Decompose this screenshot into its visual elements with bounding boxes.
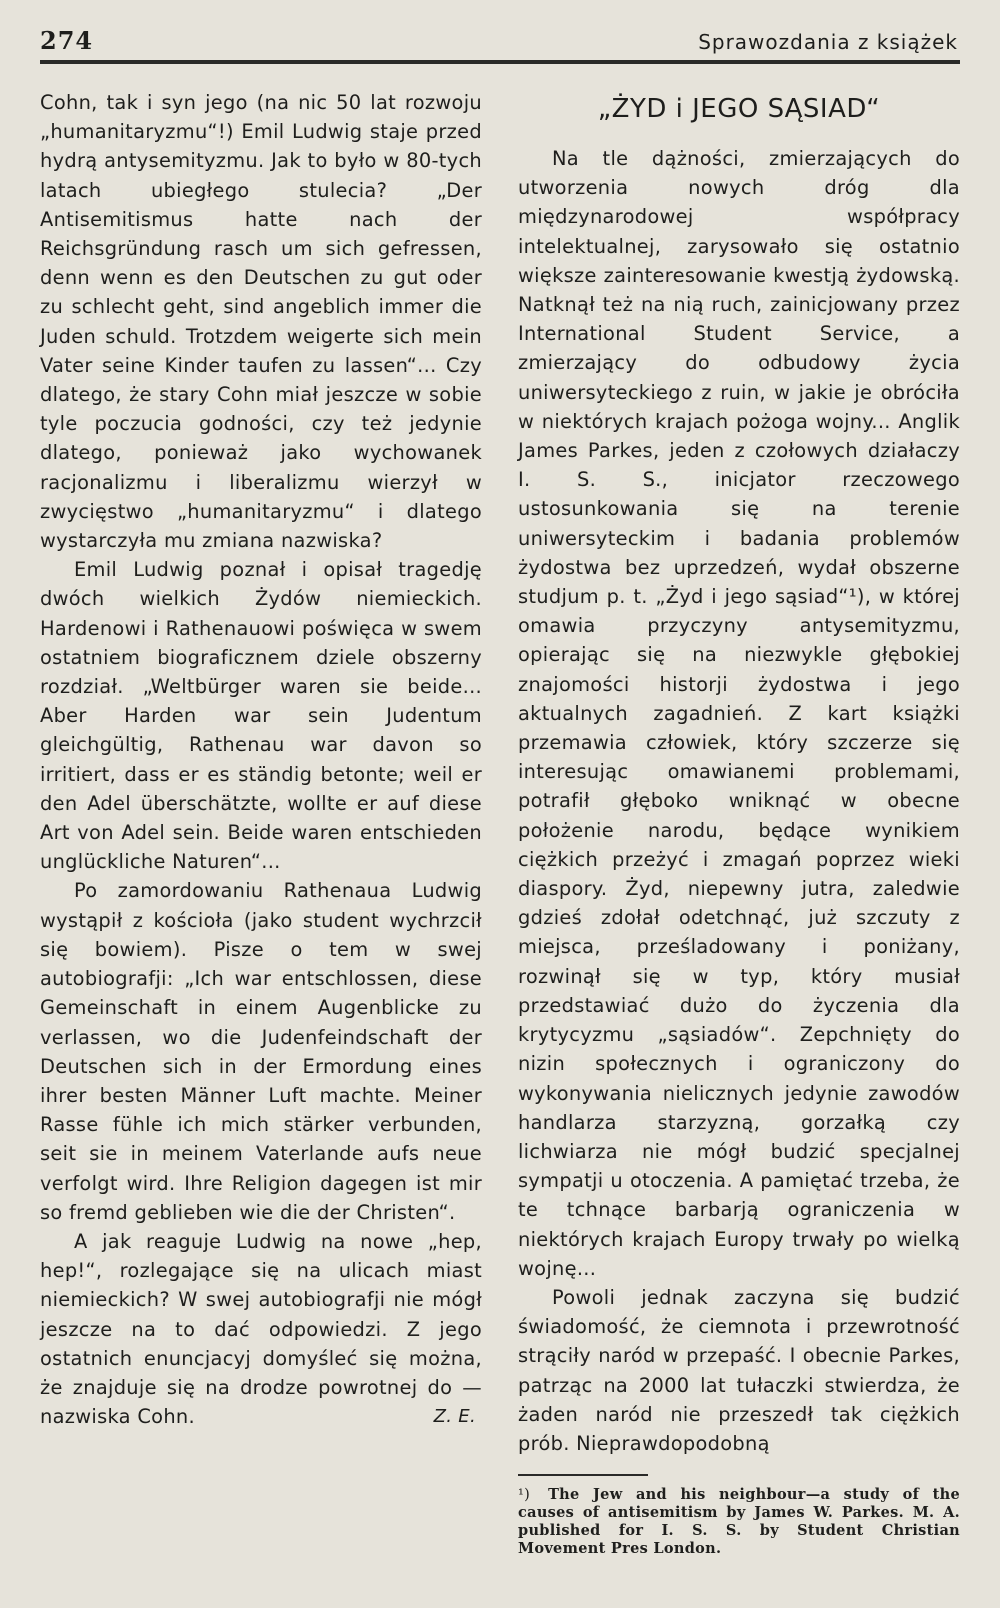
paragraph: Na tle dążności, zmierzających do utworzenia nowych dróg dla międzynarodowej współpracy intelektualnej, zarysowało się ostatnio większe zainteresowanie kwestją żydowską. Natknął też na nią ruch, zainicjowany przez International Student Service, a zmierzający do odbudowy życia uniwersyteckiego z ruin, w jakie je obróciła w niektórych krajach pożoga wojny... Anglik James Parkes, jeden z czołowych działaczy I. S. S., inicjator rzeczowego ustosunkowania się na terenie uniwersyteckim i badania problemów żydostwa bez uprzedzeń, wydał obszerne studjum p. t. „Żyd i jego sąsiad“¹), w której omawia przyczyny antysemityzmu, opierając się na niezwykle głębokiej znajomości historji żydostwa i jego aktualnych zagadnień. Z kart książki przemawia człowiek, który szczerze się interesując omawianemi problemami, potrafił głęboko wniknąć w obecne położenie narodu, będące wynikiem ciężkich przeżyć i zmagań poprzez wieki diaspory. Żyd, niepewny jutra, zaledwie gdzieś zdołał odetchnąć, już szczuty z miejsca, prześladowany i poniżany, rozwinął się w typ, który musiał przedstawiać dużo do życzenia dla krytycyzmu „sąsiadów“. Zepchnięty do nizin społecznych i ograniczony do wykonywania nielicznych jedynie zawodów handlarza starzyzną, gorzałką czy lichwiarza nie mógł budzić specjalnej sympatji u otoczenia. A pamiętać trzeba, że te tchnące barbarją ograniczenia w niektórych krajach Europy trwały po wielką wojnę... — [518, 147, 960, 1280]
author-signature: Z. E. — [433, 1406, 476, 1428]
footnote — [518, 1486, 960, 1558]
article-title: „ŻYD i JEGO SĄSIAD“ — [597, 94, 881, 124]
running-title: Sprawozdania z książek — [698, 30, 958, 54]
paragraph: Powoli jednak zaczyna się budzić świadomość, że ciemnota i przewrotność strąciły naród w przepaść. I obecnie Parkes, patrząc na 2000 lat tułaczki stwierdza, że żaden naród nie przeszedł tak ciężkich prób. Nieprawdopodobną — [518, 1285, 960, 1455]
footnote-marker: ¹) — [518, 1487, 531, 1504]
header-rule — [40, 60, 960, 64]
page-header — [40, 26, 958, 62]
paragraph: A jak reaguje Ludwig na nowe „hep, hep!“, rozlegające się na ulicach miast niemieckich? W swej autobiografji nie mógł jeszcze na to dać odpowiedzi. Z jego ostatnich enuncjacyj domyśleć się można, że znajduje się na drodze powrotnej do — nazwiska Cohn. — [40, 1229, 482, 1429]
right-column — [518, 88, 960, 1558]
left-column — [40, 88, 482, 1432]
paragraph: Po zamordowaniu Rathenaua Ludwig wystąpił z kościoła (jako student wychrzcił się bowiem). Pisze o tem w swej autobiografji: „Ich war entschlossen, diese Gemeinschaft in einem Augenblicke zu verlassen, wo die Judenfeindschaft der Deutschen sich in der Ermordung eines ihrer besten Männer Luft machte. Meiner Rasse fühle ich mich stärker verbunden, seit sie in meinem Vaterlande aufs neue verfolgt wird. Ihre Religion dagegen ist mir so fremd geblieben wie die der Christen“. — [40, 879, 482, 1224]
paragraph: Emil Ludwig poznał i opisał tragedję dwóch wielkich Żydów niemieckich. Hardenowi i Rathenauowi poświęca w swem ostatniem biograficznem dziele obszerny rozdział. „Weltbürger waren sie beide... Aber Harden war sein Judentum gleichgültig, Rathenau war davon so irritiert, dass er es ständig betonte; weil er den Adel überschätzte, wollte er auf diese Art von Adel sein. Beide waren entschieden unglückliche Naturen“... — [40, 558, 482, 874]
page-number: 274 — [40, 26, 94, 55]
paragraph: Cohn, tak i syn jego (na nic 50 lat rozwoju „humanitaryzmu“!) Emil Ludwig staje przed hydrą antysemityzmu. Jak to było w 80-tych latach ubiegłego stulecia? „Der Antisemitismus hatte nach der Reichsgründung rasch um sich gefressen, denn wenn es den Deutschen zu gut oder zu schlecht geht, sind angeblich immer die Juden schuld. Trotzdem weigerte sich mein Vater seine Kinder taufen zu lassen“... Czy dlatego, że stary Cohn miał jeszcze w sobie tyle poczucia godności, czy też jedynie dlatego, ponieważ jako wychowanek racjonalizmu i liberalizmu wierzył w zwycięstwo „humanitaryzmu“ i dlatego wystarczyła mu zmiana nazwiska? — [40, 91, 482, 553]
footnote-rule — [518, 1474, 648, 1476]
footnote-text: The Jew and his neighbour—a study of the causes of antisemitism by James W. Parkes. M. A. published for I. S. S. by Student Christian Movement Pres London. — [518, 1486, 960, 1558]
